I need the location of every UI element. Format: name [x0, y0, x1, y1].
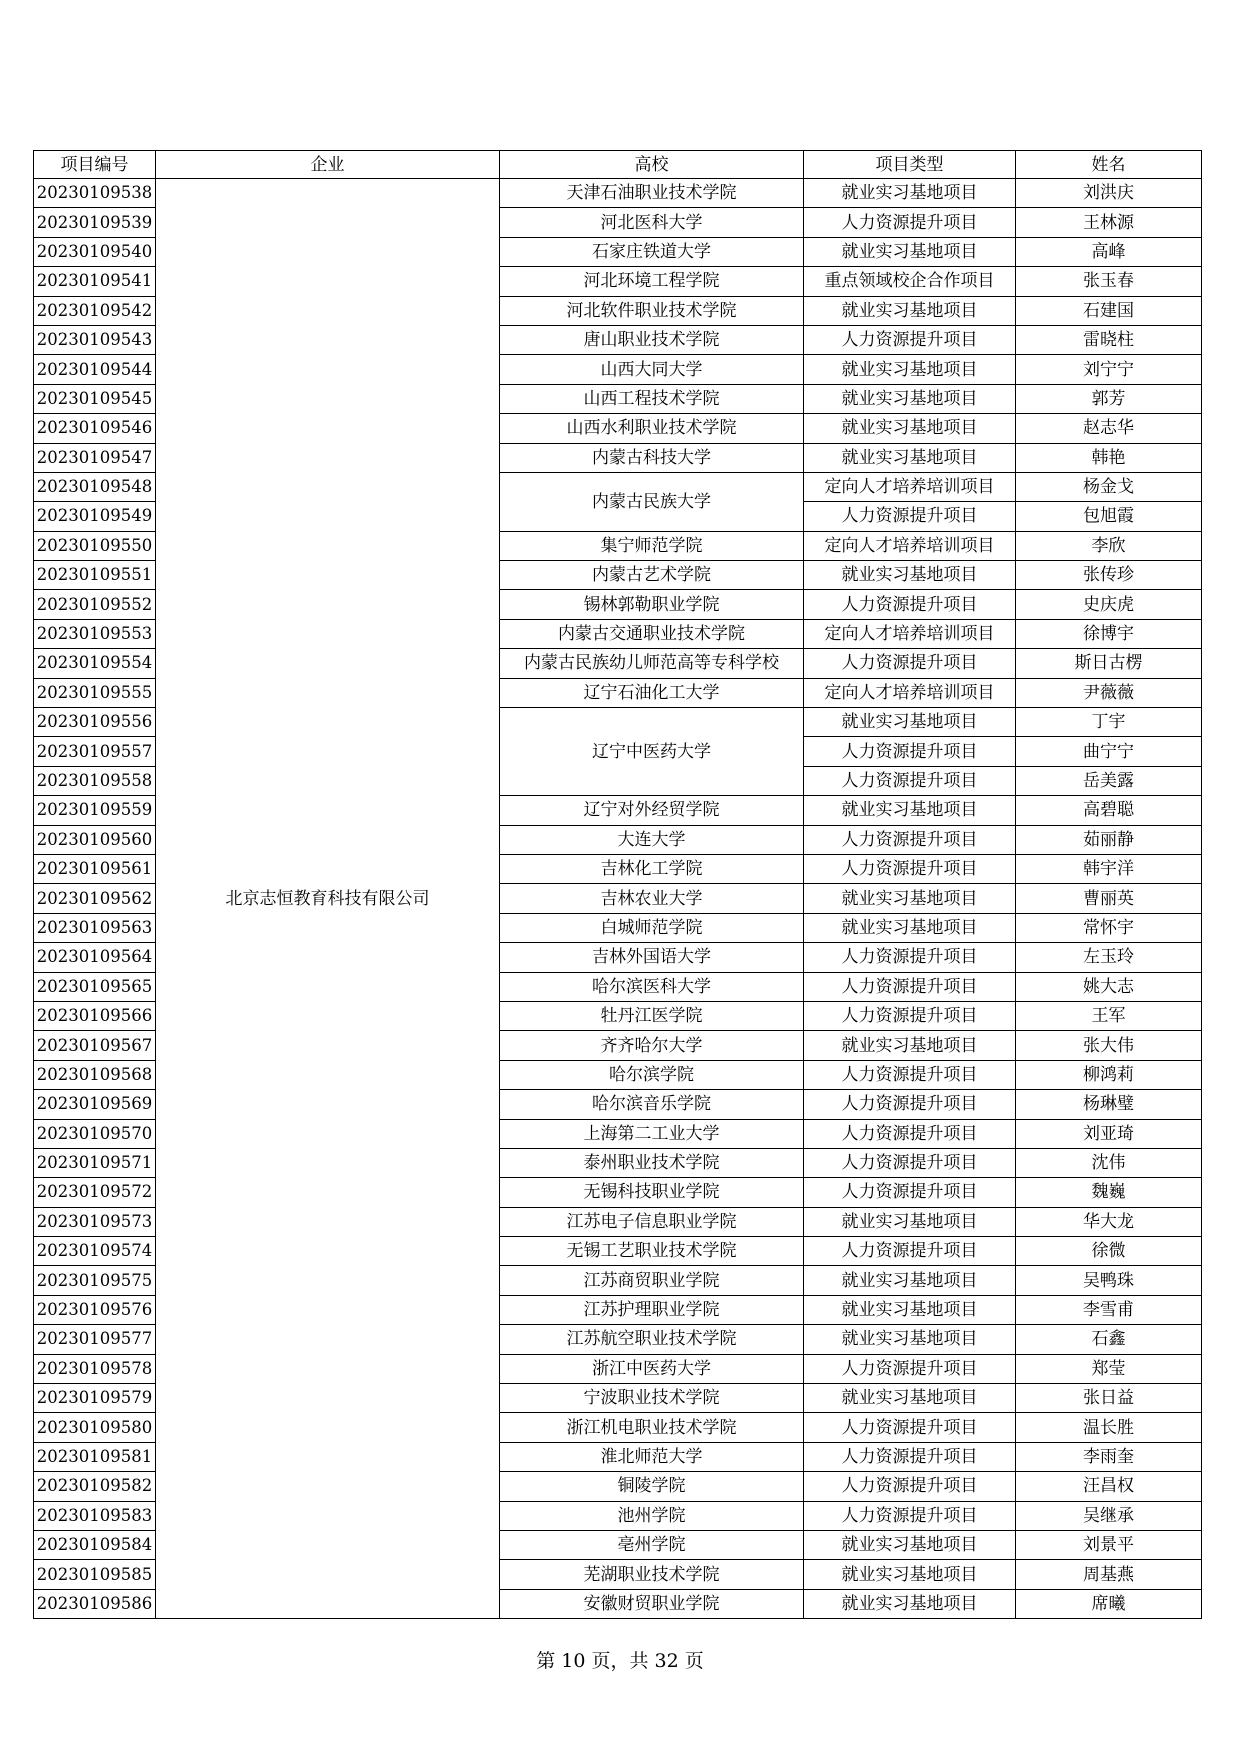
person-name-cell: 郑莹: [1016, 1354, 1202, 1383]
project-type-cell: 人力资源提升项目: [804, 1148, 1016, 1177]
project-type-cell: 定向人才培养培训项目: [804, 678, 1016, 707]
project-type-cell: 就业实习基地项目: [804, 296, 1016, 325]
person-name-cell: 雷晓柱: [1016, 325, 1202, 354]
person-name-cell: 曲宁宁: [1016, 737, 1202, 766]
person-name-cell: 王林源: [1016, 208, 1202, 237]
school-cell: 浙江中医药大学: [500, 1354, 804, 1383]
school-cell: 哈尔滨音乐学院: [500, 1090, 804, 1119]
project-table: [33, 150, 1202, 1619]
project-type-cell: 人力资源提升项目: [804, 325, 1016, 354]
school-cell: 内蒙古科技大学: [500, 443, 804, 472]
project-id-cell: 20230109542: [34, 296, 156, 325]
table-row: [34, 179, 1202, 208]
project-id-cell: 20230109563: [34, 913, 156, 942]
project-id-cell: 20230109567: [34, 1031, 156, 1060]
project-type-cell: 就业实习基地项目: [804, 384, 1016, 413]
project-type-cell: 人力资源提升项目: [804, 1060, 1016, 1089]
person-name-cell: 左玉玲: [1016, 943, 1202, 972]
project-id-cell: 20230109549: [34, 502, 156, 531]
person-name-cell: 周基燕: [1016, 1560, 1202, 1589]
school-cell: 浙江机电职业技术学院: [500, 1413, 804, 1442]
person-name-cell: 刘景平: [1016, 1530, 1202, 1559]
project-id-cell: 20230109580: [34, 1413, 156, 1442]
project-type-cell: 定向人才培养培训项目: [804, 531, 1016, 560]
project-type-cell: 人力资源提升项目: [804, 1178, 1016, 1207]
school-cell: 江苏电子信息职业学院: [500, 1207, 804, 1236]
project-id-cell: 20230109562: [34, 884, 156, 913]
person-name-cell: 张传珍: [1016, 561, 1202, 590]
project-type-cell: 人力资源提升项目: [804, 943, 1016, 972]
header-company: 企业: [156, 151, 500, 179]
project-id-cell: 20230109540: [34, 237, 156, 266]
school-cell: 辽宁石油化工大学: [500, 678, 804, 707]
project-type-cell: 重点领域校企合作项目: [804, 267, 1016, 296]
project-id-cell: 20230109554: [34, 649, 156, 678]
school-cell: 上海第二工业大学: [500, 1119, 804, 1148]
person-name-cell: 茹丽静: [1016, 825, 1202, 854]
project-type-cell: 人力资源提升项目: [804, 649, 1016, 678]
person-name-cell: 尹薇薇: [1016, 678, 1202, 707]
person-name-cell: 刘宁宁: [1016, 355, 1202, 384]
school-cell: 河北环境工程学院: [500, 267, 804, 296]
person-name-cell: 岳美露: [1016, 766, 1202, 795]
school-cell: 山西大同大学: [500, 355, 804, 384]
project-id-cell: 20230109553: [34, 619, 156, 648]
school-cell: 吉林外国语大学: [500, 943, 804, 972]
project-type-cell: 就业实习基地项目: [804, 1589, 1016, 1618]
page-footer: 第 10 页，共 32 页: [536, 1650, 704, 1672]
school-cell: 吉林农业大学: [500, 884, 804, 913]
project-id-cell: 20230109548: [34, 472, 156, 501]
person-name-cell: 常怀宇: [1016, 913, 1202, 942]
person-name-cell: 华大龙: [1016, 1207, 1202, 1236]
school-cell: 无锡科技职业学院: [500, 1178, 804, 1207]
school-cell: 白城师范学院: [500, 913, 804, 942]
header-name: 姓名: [1016, 151, 1202, 179]
project-id-cell: 20230109570: [34, 1119, 156, 1148]
project-id-cell: 20230109555: [34, 678, 156, 707]
project-id-cell: 20230109543: [34, 325, 156, 354]
project-type-cell: 人力资源提升项目: [804, 1472, 1016, 1501]
project-type-cell: 就业实习基地项目: [804, 1325, 1016, 1354]
project-id-cell: 20230109584: [34, 1530, 156, 1559]
project-id-cell: 20230109581: [34, 1442, 156, 1471]
project-type-cell: 就业实习基地项目: [804, 1207, 1016, 1236]
person-name-cell: 沈伟: [1016, 1148, 1202, 1177]
school-cell: 锡林郭勒职业学院: [500, 590, 804, 619]
school-cell: 大连大学: [500, 825, 804, 854]
project-id-cell: 20230109583: [34, 1501, 156, 1530]
person-name-cell: 姚大志: [1016, 972, 1202, 1001]
project-id-cell: 20230109539: [34, 208, 156, 237]
project-type-cell: 就业实习基地项目: [804, 884, 1016, 913]
project-type-cell: 就业实习基地项目: [804, 1560, 1016, 1589]
school-cell: 江苏商贸职业学院: [500, 1266, 804, 1295]
school-cell: 亳州学院: [500, 1530, 804, 1559]
school-cell: 安徽财贸职业学院: [500, 1589, 804, 1618]
project-id-cell: 20230109538: [34, 179, 156, 208]
project-id-cell: 20230109566: [34, 1001, 156, 1030]
project-id-cell: 20230109573: [34, 1207, 156, 1236]
project-type-cell: 人力资源提升项目: [804, 1354, 1016, 1383]
project-id-cell: 20230109556: [34, 708, 156, 737]
school-cell: 集宁师范学院: [500, 531, 804, 560]
school-cell: 吉林化工学院: [500, 854, 804, 883]
project-type-cell: 就业实习基地项目: [804, 561, 1016, 590]
person-name-cell: 席曦: [1016, 1589, 1202, 1618]
person-name-cell: 韩艳: [1016, 443, 1202, 472]
project-type-cell: 就业实习基地项目: [804, 355, 1016, 384]
school-cell: 山西工程技术学院: [500, 384, 804, 413]
school-cell: 江苏护理职业学院: [500, 1295, 804, 1324]
project-type-cell: 定向人才培养培训项目: [804, 619, 1016, 648]
project-id-cell: 20230109552: [34, 590, 156, 619]
person-name-cell: 张大伟: [1016, 1031, 1202, 1060]
person-name-cell: 温长胜: [1016, 1413, 1202, 1442]
project-type-cell: 人力资源提升项目: [804, 1001, 1016, 1030]
project-id-cell: 20230109585: [34, 1560, 156, 1589]
person-name-cell: 高峰: [1016, 237, 1202, 266]
project-type-cell: 人力资源提升项目: [804, 766, 1016, 795]
project-type-cell: 就业实习基地项目: [804, 1031, 1016, 1060]
project-type-cell: 就业实习基地项目: [804, 1384, 1016, 1413]
project-type-cell: 人力资源提升项目: [804, 825, 1016, 854]
project-id-cell: 20230109557: [34, 737, 156, 766]
project-type-cell: 就业实习基地项目: [804, 1530, 1016, 1559]
person-name-cell: 徐博宇: [1016, 619, 1202, 648]
project-id-cell: 20230109560: [34, 825, 156, 854]
project-id-cell: 20230109547: [34, 443, 156, 472]
project-id-cell: 20230109571: [34, 1148, 156, 1177]
table-header-row: [34, 151, 1202, 179]
project-id-cell: 20230109559: [34, 796, 156, 825]
school-cell: 齐齐哈尔大学: [500, 1031, 804, 1060]
person-name-cell: 李雨奎: [1016, 1442, 1202, 1471]
project-id-cell: 20230109572: [34, 1178, 156, 1207]
project-type-cell: 人力资源提升项目: [804, 972, 1016, 1001]
school-cell: 无锡工艺职业技术学院: [500, 1237, 804, 1266]
school-cell: 辽宁对外经贸学院: [500, 796, 804, 825]
project-id-cell: 20230109574: [34, 1237, 156, 1266]
school-cell: 池州学院: [500, 1501, 804, 1530]
person-name-cell: 吴继承: [1016, 1501, 1202, 1530]
person-name-cell: 张日益: [1016, 1384, 1202, 1413]
person-name-cell: 刘洪庆: [1016, 179, 1202, 208]
project-id-cell: 20230109576: [34, 1295, 156, 1324]
table-body: [34, 179, 1202, 1619]
person-name-cell: 郭芳: [1016, 384, 1202, 413]
project-id-cell: 20230109551: [34, 561, 156, 590]
project-id-cell: 20230109546: [34, 414, 156, 443]
school-cell: 河北医科大学: [500, 208, 804, 237]
person-name-cell: 丁宇: [1016, 708, 1202, 737]
school-cell: 内蒙古民族幼儿师范高等专科学校: [500, 649, 804, 678]
person-name-cell: 杨琳璧: [1016, 1090, 1202, 1119]
project-type-cell: 人力资源提升项目: [804, 590, 1016, 619]
header-school: 高校: [500, 151, 804, 179]
school-cell: 辽宁中医药大学: [500, 708, 804, 796]
person-name-cell: 曹丽英: [1016, 884, 1202, 913]
project-type-cell: 人力资源提升项目: [804, 1442, 1016, 1471]
school-cell: 哈尔滨学院: [500, 1060, 804, 1089]
project-type-cell: 就业实习基地项目: [804, 796, 1016, 825]
project-id-cell: 20230109558: [34, 766, 156, 795]
school-cell: 唐山职业技术学院: [500, 325, 804, 354]
project-id-cell: 20230109582: [34, 1472, 156, 1501]
person-name-cell: 汪昌权: [1016, 1472, 1202, 1501]
school-cell: 内蒙古民族大学: [500, 472, 804, 531]
person-name-cell: 李雪甫: [1016, 1295, 1202, 1324]
project-id-cell: 20230109579: [34, 1384, 156, 1413]
school-cell: 内蒙古交通职业技术学院: [500, 619, 804, 648]
school-cell: 泰州职业技术学院: [500, 1148, 804, 1177]
project-type-cell: 人力资源提升项目: [804, 1413, 1016, 1442]
project-type-cell: 人力资源提升项目: [804, 1119, 1016, 1148]
school-cell: 山西水利职业技术学院: [500, 414, 804, 443]
school-cell: 河北软件职业技术学院: [500, 296, 804, 325]
project-type-cell: 人力资源提升项目: [804, 737, 1016, 766]
project-id-cell: 20230109578: [34, 1354, 156, 1383]
person-name-cell: 魏巍: [1016, 1178, 1202, 1207]
school-cell: 内蒙古艺术学院: [500, 561, 804, 590]
project-type-cell: 就业实习基地项目: [804, 414, 1016, 443]
project-id-cell: 20230109565: [34, 972, 156, 1001]
person-name-cell: 李欣: [1016, 531, 1202, 560]
project-id-cell: 20230109564: [34, 943, 156, 972]
person-name-cell: 柳鸿莉: [1016, 1060, 1202, 1089]
person-name-cell: 史庆虎: [1016, 590, 1202, 619]
school-cell: 牡丹江医学院: [500, 1001, 804, 1030]
project-type-cell: 就业实习基地项目: [804, 179, 1016, 208]
header-project-type: 项目类型: [804, 151, 1016, 179]
project-id-cell: 20230109561: [34, 854, 156, 883]
project-id-cell: 20230109541: [34, 267, 156, 296]
project-type-cell: 人力资源提升项目: [804, 1090, 1016, 1119]
project-type-cell: 就业实习基地项目: [804, 1295, 1016, 1324]
project-id-cell: 20230109568: [34, 1060, 156, 1089]
school-cell: 石家庄铁道大学: [500, 237, 804, 266]
person-name-cell: 杨金戈: [1016, 472, 1202, 501]
project-id-cell: 20230109575: [34, 1266, 156, 1295]
project-type-cell: 就业实习基地项目: [804, 1266, 1016, 1295]
person-name-cell: 徐微: [1016, 1237, 1202, 1266]
company-cell: 北京志恒教育科技有限公司: [156, 179, 500, 1619]
project-type-cell: 人力资源提升项目: [804, 502, 1016, 531]
person-name-cell: 赵志华: [1016, 414, 1202, 443]
project-id-cell: 20230109586: [34, 1589, 156, 1618]
project-type-cell: 就业实习基地项目: [804, 443, 1016, 472]
person-name-cell: 刘亚琦: [1016, 1119, 1202, 1148]
project-type-cell: 人力资源提升项目: [804, 1237, 1016, 1266]
header-project-id: 项目编号: [34, 151, 156, 179]
person-name-cell: 石鑫: [1016, 1325, 1202, 1354]
person-name-cell: 张玉春: [1016, 267, 1202, 296]
project-type-cell: 人力资源提升项目: [804, 1501, 1016, 1530]
project-type-cell: 人力资源提升项目: [804, 208, 1016, 237]
person-name-cell: 韩宇洋: [1016, 854, 1202, 883]
person-name-cell: 石建国: [1016, 296, 1202, 325]
school-cell: 铜陵学院: [500, 1472, 804, 1501]
project-type-cell: 人力资源提升项目: [804, 854, 1016, 883]
school-cell: 淮北师范大学: [500, 1442, 804, 1471]
project-type-cell: 定向人才培养培训项目: [804, 472, 1016, 501]
project-id-cell: 20230109545: [34, 384, 156, 413]
school-cell: 宁波职业技术学院: [500, 1384, 804, 1413]
project-id-cell: 20230109544: [34, 355, 156, 384]
person-name-cell: 高碧聪: [1016, 796, 1202, 825]
person-name-cell: 包旭霞: [1016, 502, 1202, 531]
project-id-cell: 20230109550: [34, 531, 156, 560]
school-cell: 芜湖职业技术学院: [500, 1560, 804, 1589]
project-type-cell: 就业实习基地项目: [804, 913, 1016, 942]
person-name-cell: 吴鸭珠: [1016, 1266, 1202, 1295]
project-id-cell: 20230109569: [34, 1090, 156, 1119]
project-type-cell: 就业实习基地项目: [804, 237, 1016, 266]
project-type-cell: 就业实习基地项目: [804, 708, 1016, 737]
school-cell: 天津石油职业技术学院: [500, 179, 804, 208]
school-cell: 江苏航空职业技术学院: [500, 1325, 804, 1354]
project-id-cell: 20230109577: [34, 1325, 156, 1354]
person-name-cell: 王军: [1016, 1001, 1202, 1030]
person-name-cell: 斯日古楞: [1016, 649, 1202, 678]
school-cell: 哈尔滨医科大学: [500, 972, 804, 1001]
